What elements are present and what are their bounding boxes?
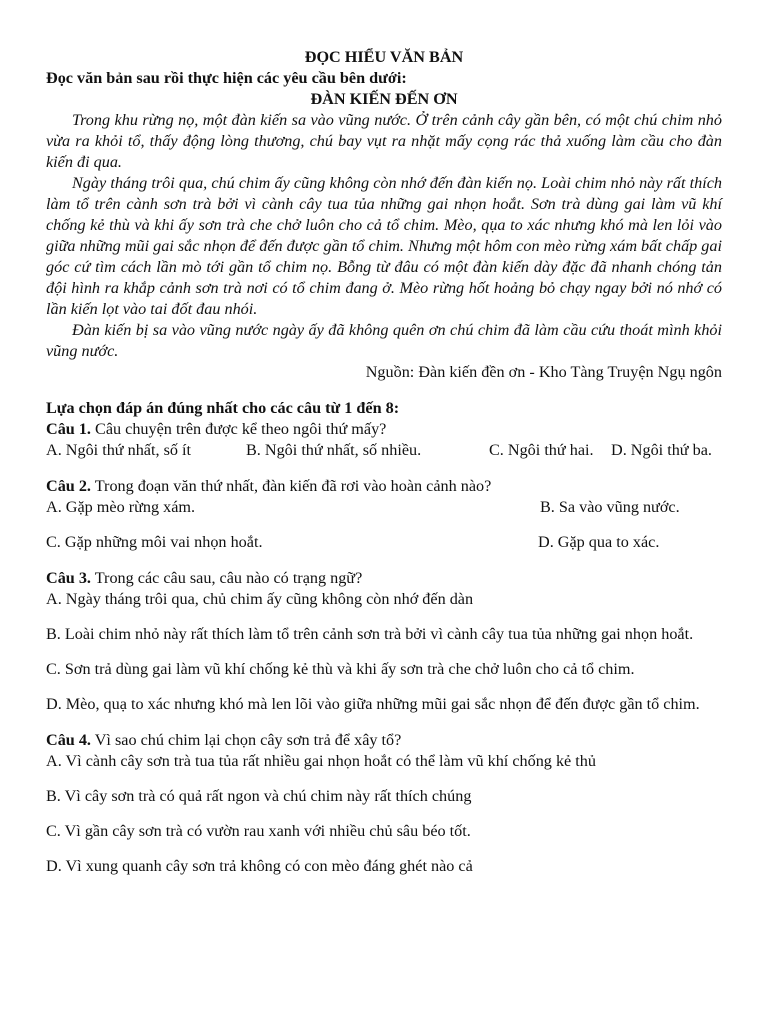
question-2-option-d[interactable]: D. Gặp qua to xác. xyxy=(538,533,660,551)
question-1-label: Câu 1. xyxy=(46,420,91,438)
question-1-options xyxy=(46,440,722,461)
question-2 xyxy=(46,476,722,497)
question-4-text: Vì sao chú chim lại chọn cây sơn trả để xây tổ? xyxy=(90,731,402,749)
question-1-option-c[interactable]: C. Ngôi thứ hai. xyxy=(489,441,594,459)
question-2-options-row-2 xyxy=(46,532,722,553)
question-3-text: Trong các câu sau, câu nào có trạng ngữ? xyxy=(90,569,363,587)
question-2-text: Trong đoạn văn thứ nhất, đàn kiến đã rơi vào hoàn cảnh nào? xyxy=(90,477,492,495)
story-title: ĐÀN KIẾN ĐẾN ƠN xyxy=(310,90,458,108)
question-1 xyxy=(46,419,722,440)
question-2-label: Câu 2. xyxy=(46,477,91,495)
story-source: Nguồn: Đàn kiến đền ơn - Kho Tàng Truyện Ngụ ngôn xyxy=(365,363,722,381)
question-3-option-a[interactable]: A. Ngày tháng trôi qua, chủ chim ấy cũng không còn nhớ đến dàn xyxy=(46,590,474,608)
question-2-option-b[interactable]: B. Sa vào vũng nước. xyxy=(540,498,680,516)
question-4-option-c[interactable]: C. Vì gần cây sơn trà có vườn rau xanh với nhiều chủ sâu béo tốt. xyxy=(46,822,471,840)
story-paragraph-2: Ngày tháng trôi qua, chú chim ấy cũng không còn nhớ đến đàn kiến nọ. Loài chim nhỏ này rất thích làm tổ trên cành sơn trà bởi vì cành cây tua tủa những gai nhọn hoắt. Sơn trà dùng gai làm vũ khí chống kẻ thù và khi ấy sơn trà che chở luôn cho cả tổ chim. Mèo, qụa to xác nhưng khó mà len lỏi vào giữa những mũi gai sắc nhọn để đến được gần tổ chim. Nhưng một hôm con mèo rừng xám bất chấp gai góc cứ tìm cách lần mò tới gần tổ chim nọ. Bỗng từ đâu có một đàn kiến dày đặc đã nhanh chóng tản đội hình ra khắp cảnh sơn trà nơi có tổ chim đang ở. Mèo rừng hốt hoảng bỏ chạy ngay bởi nó nhớ có lần kiến lọt vào tai đốt đau nhói. xyxy=(46,174,722,318)
question-4-option-a[interactable]: A. Vì cành cây sơn trà tua tủa rất nhiều gai nhọn hoắt có thể làm vũ khí chống kẻ thủ xyxy=(46,752,596,770)
story-paragraph-3: Đàn kiến bị sa vào vũng nước ngày ấy đã không quên ơn chú chim đã làm cầu cứu thoát mình khỏi vũng nước. xyxy=(46,321,722,360)
quiz-instruction: Lựa chọn đáp án đúng nhất cho các câu từ 1 đến 8: xyxy=(46,399,400,417)
question-4-label: Câu 4. xyxy=(46,731,91,749)
question-4 xyxy=(46,730,722,751)
question-4-option-d[interactable]: D. Vì xung quanh cây sơn trả không có con mèo đáng ghét nào cả xyxy=(46,857,473,875)
question-3-label: Câu 3. xyxy=(46,569,91,587)
question-1-option-d[interactable]: D. Ngôi thứ ba. xyxy=(611,441,712,459)
question-4-option-b[interactable]: B. Vì cây sơn trà có quả rất ngon và chú chim này rất thích chúng xyxy=(46,787,472,805)
document-body xyxy=(46,47,722,877)
question-2-options-row-1 xyxy=(46,497,722,518)
question-1-option-b[interactable]: B. Ngôi thứ nhất, số nhiều. xyxy=(246,441,422,459)
page-title: ĐỌC HIỂU VĂN BẢN xyxy=(304,48,464,66)
question-2-option-a[interactable]: A. Gặp mèo rừng xám. xyxy=(46,498,196,516)
question-2-option-c[interactable]: C. Gặp những môi vai nhọn hoắt. xyxy=(46,533,263,551)
question-3 xyxy=(46,568,722,589)
question-3-option-b[interactable]: B. Loài chim nhỏ này rất thích làm tổ trên cảnh sơn trà bởi vì cành cây tua tủa những gai nhọn hoắt. xyxy=(46,625,694,643)
question-1-text: Câu chuyện trên được kể theo ngôi thứ mấy? xyxy=(90,420,387,438)
story-paragraph-1: Trong khu rừng nọ, một đàn kiến sa vào vũng nước. Ở trên cảnh cây gần bên, có một chú chim nhỏ vừa ra khỏi tổ, thấy động lòng thương, chú bay vụt ra nhặt mấy cọng rác thả xuống làm cầu cho đàn kiến đi qua. xyxy=(46,111,722,171)
question-3-option-c[interactable]: C. Sơn trả dùng gai làm vũ khí chống kẻ thù và khi ấy sơn trà che chở luôn cho cả tổ chim. xyxy=(46,660,635,678)
story-text xyxy=(46,110,722,362)
question-1-option-a[interactable]: A. Ngôi thứ nhất, số ít xyxy=(46,441,192,459)
reading-instruction: Đọc văn bản sau rồi thực hiện các yêu cầu bên dưới: xyxy=(46,69,407,87)
question-3-option-d[interactable]: D. Mèo, quạ to xác nhưng khó mà len lõi vào giữa những mũi gai sắc nhọn để đến được gần tổ chim. xyxy=(46,695,700,713)
